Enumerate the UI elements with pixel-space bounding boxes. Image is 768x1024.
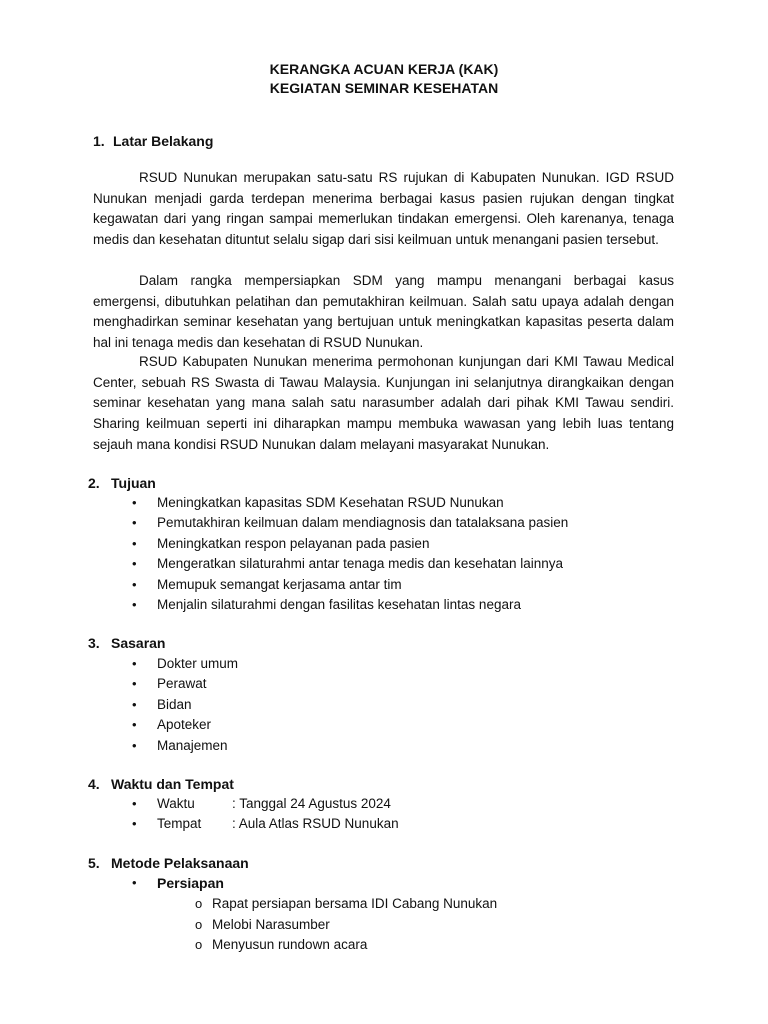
list-item	[130, 814, 399, 834]
paragraph-latar-1: RSUD Nunukan merupakan satu-satu RS rujukan di Kabupaten Nunukan. IGD RSUD Nunukan menjadi garda terdepan menerima berbagai kasus pasien rujukan dengan tingkat kegawatan dari yang ringan sampai memerlukan tindakan emergensi. Oleh karenanya, tenaga medis dan kesehatan dituntut selalu sigap dari sisi keilmuan untuk menangani pasien tersebut.	[93, 170, 674, 248]
list-item: o Menyusun rundown acara	[195, 935, 497, 956]
paragraph-latar-3: RSUD Kabupaten Nunukan menerima permohonan kunjungan dari KMI Tawau Medical Center, sebuah RS Swasta di Tawau Malaysia. Kunjungan ini selanjutnya dirangkaikan dengan seminar kesehatan yang mana salah satu narasumber adalah dari pihak KMI Tawau sendiri. Sharing keilmuan seperti ini diharapkan mampu membuka wawasan yang lebih luas tentang sejauh mana kondisi RSUD Nunukan dalam melayani masyarakat Nunukan.	[93, 354, 674, 452]
section-number: 4.	[88, 776, 100, 792]
bullet-icon: •	[132, 576, 137, 592]
circle-bullet-icon: o	[195, 916, 203, 932]
circle-bullet-icon: o	[195, 937, 203, 952]
list-item: • Memupuk semangat kerjasama antar tim	[130, 575, 568, 595]
list-item: o Melobi Narasumber	[195, 915, 497, 936]
bullet-icon: •	[132, 796, 137, 811]
list-item: • Mengeratkan silaturahmi antar tenaga medis dan kesehatan lainnya	[130, 554, 568, 574]
section-number: 3.	[88, 635, 100, 651]
bullet-icon: •	[132, 816, 137, 832]
section-title: Latar Belakang	[113, 133, 214, 149]
list-item: • Bidan	[130, 695, 238, 715]
field-label: Tempat	[157, 816, 202, 832]
list-item: • Perawat	[130, 674, 238, 694]
document-subtitle: KEGIATAN SEMINAR KESEHATAN	[269, 80, 499, 96]
field-label: Waktu	[157, 796, 195, 811]
waktu-tempat-list	[130, 794, 399, 835]
bullet-icon: •	[132, 556, 137, 572]
section-number: 2.	[88, 475, 100, 491]
section-number: 5.	[88, 855, 100, 871]
bullet-icon: •	[132, 495, 137, 510]
section-heading-latar-belakang	[93, 132, 213, 150]
section-title: Waktu dan Tempat	[111, 776, 234, 792]
section-title: Metode Pelaksanaan	[111, 855, 249, 871]
field-value: : Aula Atlas RSUD Nunukan	[232, 816, 399, 832]
list-item: • Dokter umum	[130, 654, 238, 674]
bullet-icon: •	[132, 875, 137, 890]
list-item: • Pemutakhiran keilmuan dalam mendiagnosis dan tatalaksana pasien	[130, 513, 568, 533]
list-item: o Rapat persiapan bersama IDI Cabang Nunukan	[195, 894, 497, 915]
bullet-icon: •	[132, 515, 137, 531]
sub-heading-persiapan: • Persiapan	[132, 875, 224, 891]
list-item: • Manajemen	[130, 736, 238, 756]
bullet-icon: •	[132, 596, 137, 612]
section-heading-waktu-tempat	[88, 775, 234, 793]
circle-bullet-icon: o	[195, 896, 203, 911]
list-item: • Menjalin silaturahmi dengan fasilitas kesehatan lintas negara	[130, 595, 568, 615]
document-title: KERANGKA ACUAN KERJA (KAK)	[269, 61, 499, 77]
section-heading-sasaran	[88, 634, 165, 652]
list-item	[130, 794, 399, 814]
sasaran-list	[130, 654, 238, 756]
section-title: Sasaran	[111, 635, 166, 651]
bullet-icon: •	[132, 676, 137, 692]
bullet-icon: •	[132, 696, 137, 712]
paragraph-latar-2: Dalam rangka mempersiapkan SDM yang mampu menangani berbagai kasus emergensi, dibutuhkan pelatihan dan pemutakhiran keilmuan. Salah satu upaya adalah dengan menghadirkan seminar kesehatan yang bertujuan untuk meningkatkan kapasitas peserta dalam hal ini tenaga medis dan kesehatan di RSUD Nunukan.	[93, 273, 674, 351]
section-title: Tujuan	[111, 475, 156, 491]
section-heading-metode	[88, 854, 249, 872]
bullet-icon: •	[132, 535, 137, 551]
list-item: • Apoteker	[130, 715, 238, 735]
persiapan-list	[195, 894, 497, 956]
section-number: 1.	[93, 133, 105, 149]
field-value: : Tanggal 24 Agustus 2024	[232, 796, 391, 811]
bullet-icon: •	[132, 656, 137, 671]
section-heading-tujuan	[88, 474, 156, 492]
list-item: • Meningkatkan kapasitas SDM Kesehatan RSUD Nunukan	[130, 493, 568, 513]
tujuan-list	[130, 493, 568, 615]
list-item: • Meningkatkan respon pelayanan pada pasien	[130, 534, 568, 554]
bullet-icon: •	[132, 737, 137, 753]
bullet-icon: •	[132, 717, 137, 733]
